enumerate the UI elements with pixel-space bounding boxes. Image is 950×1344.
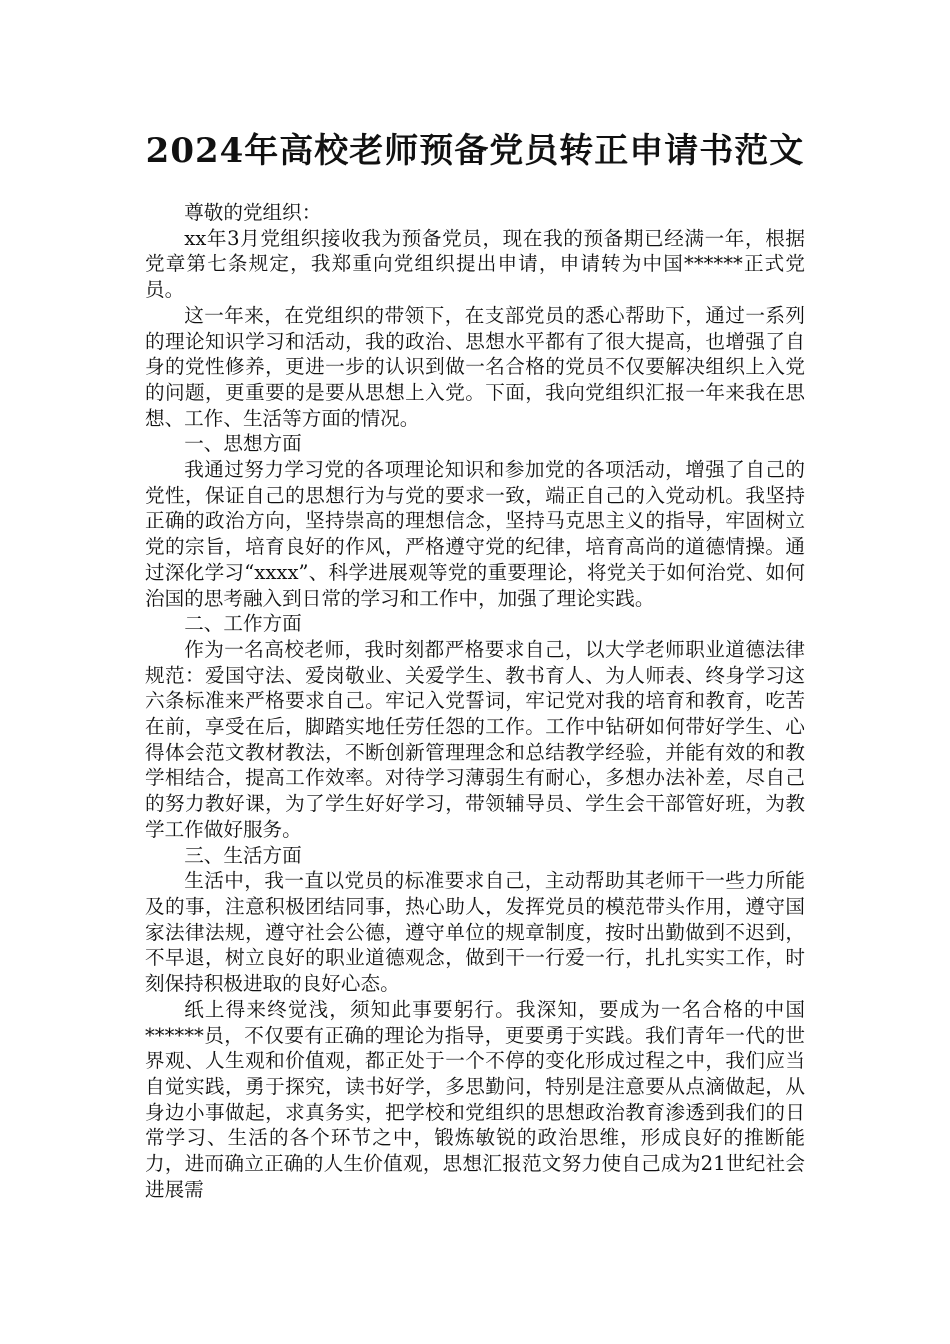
section-heading-work: 二、工作方面 (184, 612, 302, 636)
salutation: 尊敬的党组织： (184, 201, 322, 224)
section-heading-thought: 一、思想方面 (184, 432, 302, 456)
document-body (145, 200, 805, 1202)
document-title: 2024年高校老师预备党员转正申请书范文 (145, 131, 805, 171)
paragraph-summary: 这一年来，在党组织的带领下，在支部党员的悉心帮助下，通过一系列的理论知识学习和活动，我的政治、思想水平都有了很大提高，也增强了自身的党性修养，更进一步的认识到做一名合格的党员不仅要解决组织上入党的问题，更重要的是要从思想上入党。下面，我向党组织汇报一年来我在思想、工作、生活等方面的情况。 (145, 303, 805, 430)
paragraph-intro: xx年3月党组织接收我为预备党员，现在我的预备期已经满一年，根据党章第七条规定，我郑重向党组织提出申请，申请转为中国******正式党员。 (145, 226, 805, 302)
paragraph-thought: 我通过努力学习党的各项理论知识和参加党的各项活动，增强了自己的党性，保证自己的思想行为与党的要求一致，端正自己的入党动机。我坚持正确的政治方向，坚持崇高的理想信念，坚持马克思主义的指导，牢固树立党的宗旨，培育良好的作风，严格遵守党的纪律，培育高尚的道德情操。通过深化学习“xxxx”、科学进展观等党的重要理论，将党关于如何治党、如何治国的思考融入到日常的学习和工作中，加强了理论实践。 (145, 458, 805, 610)
paragraph-life: 生活中，我一直以党员的标准要求自己，主动帮助其老师干一些力所能及的事，注意积极团结同事，热心助人，发挥党员的模范带头作用，遵守国家法律法规，遵守社会公德，遵守单位的规章制度，按时出勤做到不迟到，不早退，树立良好的职业道德观念，做到干一行爱一行，扎扎实实工作，时刻保持积极进取的良好心态。 (145, 869, 805, 996)
paragraph-practice: 纸上得来终觉浅，须知此事要躬行。我深知，要成为一名合格的中国******员，不仅要有正确的理论为指导，更要勇于实践。我们青年一代的世界观、人生观和价值观，都正处于一个不停的变化形成过程之中，我们应当自觉实践，勇于探究，读书好学，多思勤问，特别是注意要从点滴做起，从身边小事做起，求真务实，把学校和党组织的思想政治教育渗透到我们的日常学习、生活的各个环节之中，锻炼敏锐的政治思维，形成良好的推断能力，进而确立正确的人生价值观，思想汇报范文努力使自己成为21世纪社会进展需 (145, 997, 805, 1201)
section-heading-life: 三、生活方面 (184, 843, 302, 867)
paragraph-work: 作为一名高校老师，我时刻都严格要求自己，以大学老师职业道德法律规范：爱国守法、爱岗敬业、关爱学生、教书育人、为人师表、终身学习这六条标准来严格要求自己。牢记入党誓词，牢记党对我的培育和教育，吃苦在前，享受在后，脚踏实地任劳任怨的工作。工作中钻研如何带好学生、心得体会范文教材教法，不断创新管理理念和总结教学经验，并能有效的和教学相结合，提高工作效率。对待学习薄弱生有耐心，多想办法补差，尽自己的努力教好课，为了学生好好学习，带领辅导员、学生会干部管好班，为教学工作做好服务。 (145, 637, 805, 841)
